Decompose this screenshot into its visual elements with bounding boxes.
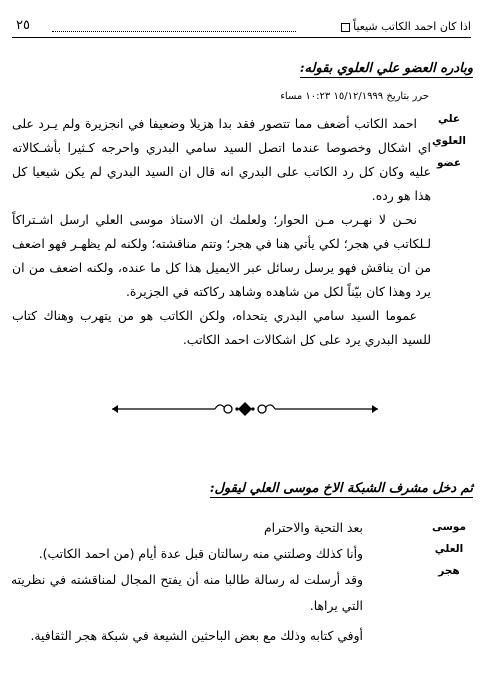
list-item: أوفي كتابه وذلك مع بعض الباحثين الشيعة في شبكة هجر الثقافية. xyxy=(30,628,363,643)
paragraph: نحـن لا نهـرب مـن الحوار؛ ولعلمك ان الاستاذ موسى العلي ارسل اشـتراكاً لـلكاتب في هجر؛ لكي يأتي هنا في هجر؛ وتتم مناقشته؛ ولكنه لم يظهـر فهو اضعف من ان يناقش فهو يرسل رسائل عبر الايميل هذا كل ما عنده، ولكنه اضعف من ان يرد وهذا كان بيّناً لكل من شاهده وشاهد ركاكته في الجزيرة. xyxy=(12,212,431,299)
paragraph: احمد الكاتب أضعف مما تتصور فقد بدا هزيلا وضعيفا في انجزيرة ولم يـرد على اي اشكال وخصوصا عندما اتصل السيد سامي البدري واحرجه كـثيرا بأشـكالاته عليه وكان كل رد الكاتب على البدري انه قال ان السيد البدري لم يكن شيعيا كل هذا هو رده. xyxy=(12,116,431,203)
section-heading-2: ثم دخل مشرف الشبكة الاخ موسى العلي ليقول: xyxy=(209,481,473,496)
dotted-leader xyxy=(52,31,296,32)
post-dateline: حرر بتاريخ ١٥/١٢/١٩٩٩ ١٠:٢٣ مساء xyxy=(280,91,429,102)
page-number: ٢٥ xyxy=(16,18,30,33)
ornamental-divider xyxy=(110,400,380,418)
post-body-2 xyxy=(11,515,431,649)
square-bullet-icon xyxy=(341,23,350,32)
post-body-1 xyxy=(12,112,431,352)
running-title: اذا كان احمد الكاتب شيعياً xyxy=(341,20,471,34)
list-item: وقد أرسلت له رسالة طالبا منه أن يفتح المجال لمناقشته في نظريته التي يراها. xyxy=(11,572,363,613)
header-rule xyxy=(12,37,471,38)
section-heading-1: وبادره العضو علي العلوي بقوله: xyxy=(299,61,473,76)
paragraph: عموما السيد سامي البدري يتحداه، ولكن الكاتب هو من يتهرب وهناك كتاب للسيد البدري يرد على كل اشكالات احمد الكاتب. xyxy=(12,308,431,347)
running-header xyxy=(12,14,471,36)
list-item: وأنا كذلك وصلتني منه رسالتان قبل عدة أيام (من احمد الكاتب). xyxy=(38,546,363,561)
author-margin-label-2: موسى العلي هجر xyxy=(431,521,467,577)
author-margin-label-1: علي العلوي عضو xyxy=(432,113,466,169)
list-item: بعد التحية والاحترام xyxy=(264,520,363,535)
